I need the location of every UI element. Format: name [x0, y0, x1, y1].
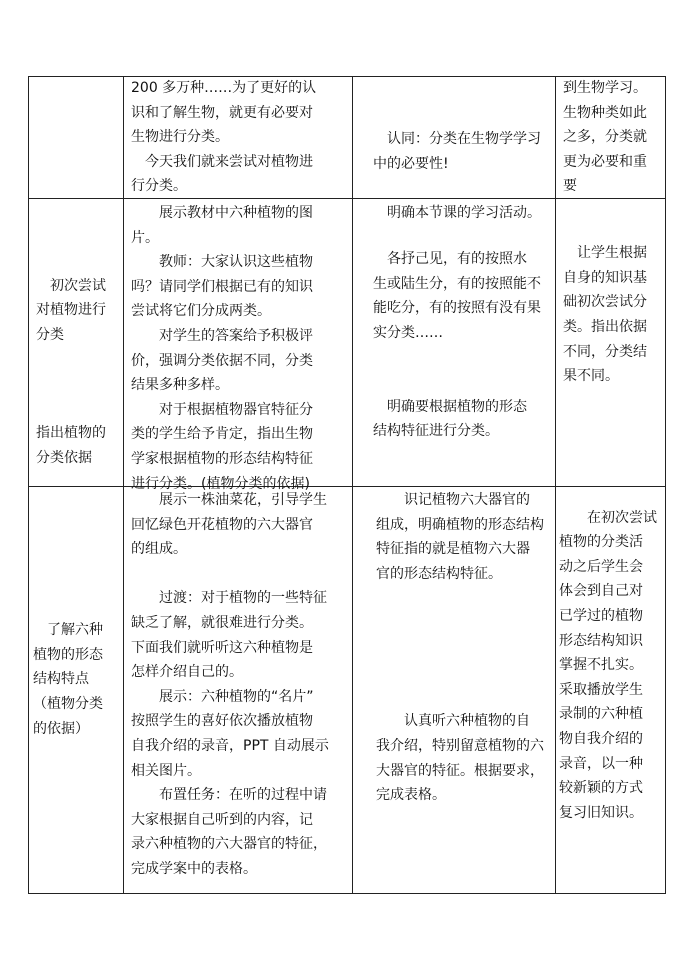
text-line: [36, 372, 106, 397]
text-line: 展示一株油菜花，引导学生: [131, 492, 327, 508]
text-line: 明确要根据植物的形态: [373, 398, 527, 415]
text-line: 认真听六种植物的自: [376, 713, 530, 730]
text-line: 我介绍，特别留意植物的六: [376, 737, 544, 754]
text-line: [376, 586, 544, 611]
text-line: [376, 636, 544, 661]
text-line: 录制的六种植: [559, 706, 643, 723]
text-line: 自身的知识基: [563, 269, 647, 286]
text-line: 录六种植物的六大器官的特征，: [131, 836, 327, 853]
text-line: 结构特点: [33, 671, 89, 688]
lesson-plan-table: [28, 76, 666, 894]
text-line: 缺乏了解，就很难进行分类。: [131, 614, 313, 631]
text-line: 初次尝试: [36, 277, 106, 294]
row3-stage: [33, 446, 103, 741]
text-line: [373, 370, 541, 395]
text-line: [563, 217, 647, 242]
text-line: 复习旧知识。: [559, 804, 643, 821]
text-line: 不同，分类结: [563, 343, 647, 360]
text-line: 让学生根据: [563, 245, 647, 262]
text-line: 对植物进行: [36, 302, 106, 319]
text-line: 完成表格。: [376, 787, 446, 804]
text-line: 的组成。: [131, 541, 187, 558]
text-line: 完成学案中的表格。: [131, 860, 257, 877]
text-line: [373, 103, 541, 128]
text-line: 识和了解生物，就更有必要对: [131, 104, 313, 121]
text-line: [33, 495, 103, 520]
text-line: 回忆绿色开花植物的六大器官: [131, 516, 313, 533]
text-line: 吗？请同学们根据已有的知识: [131, 278, 313, 295]
text-line: 已学过的植物: [559, 607, 643, 624]
text-line: 分类依据: [36, 449, 92, 466]
text-line: 础初次尝试分: [563, 294, 647, 311]
text-line: [376, 660, 544, 685]
text-line: 之多，分类就: [563, 129, 647, 146]
text-line: 生物进行分类。: [131, 129, 229, 146]
text-line: 对于根据植物器官特征分: [131, 401, 313, 418]
text-line: 果不同。: [563, 368, 619, 385]
text-line: [33, 544, 103, 569]
row1-design-intent: [563, 76, 647, 199]
text-line: 教师：大家认识这些植物: [131, 254, 313, 271]
text-line: 了解六种: [33, 622, 103, 639]
text-line: 学家根据植物的形态结构特征: [131, 450, 313, 467]
text-line: 形态结构知识: [559, 632, 643, 649]
text-line: 更为必要和重: [563, 153, 647, 170]
text-line: [373, 78, 541, 103]
text-line: [36, 200, 106, 225]
text-line: 片。: [131, 229, 159, 246]
text-line: 要: [563, 178, 577, 195]
text-line: 展示：六种植物的“名片”: [131, 688, 314, 705]
text-line: 在初次尝试: [559, 509, 657, 526]
text-line: [36, 249, 106, 274]
text-line: 生物种类如此: [563, 104, 647, 121]
row1-teacher-activity: [131, 76, 316, 199]
text-line: [373, 346, 541, 371]
text-line: 类。指出依据: [563, 318, 647, 335]
text-line: 类的学生给予肯定，指出生物: [131, 426, 313, 443]
text-line: 实分类……: [373, 324, 443, 341]
text-line: [373, 198, 541, 223]
text-line: 自我介绍的录音，PPT 自动展示: [131, 737, 329, 754]
text-line: 大器官的特征。根据要求，: [376, 762, 544, 779]
text-line: 的依据）: [33, 720, 89, 737]
text-line: 进行分类。(植物分类的依据): [131, 475, 310, 492]
text-line: 展示教材中六种植物的图: [131, 205, 313, 221]
text-line: 掌握不扎实。: [559, 657, 643, 674]
text-line: 今天我们就来尝试对植物进: [131, 153, 313, 170]
text-line: 中的必要性!: [373, 155, 449, 172]
text-line: 行分类。: [131, 178, 187, 195]
text-line: 较新颖的方式: [559, 780, 643, 797]
row3-student-activity: [376, 488, 544, 808]
text-line: [33, 594, 103, 619]
row2-student-activity: [373, 198, 541, 444]
text-line: 认同：分类在生物学学习: [373, 131, 541, 148]
text-line: 组成，明确植物的形态结构: [376, 516, 544, 533]
text-line: [33, 446, 103, 471]
row3-teacher-activity: [131, 488, 329, 882]
text-line: 对学生的答案给予积极评: [131, 327, 313, 344]
text-line: 采取播放学生: [559, 681, 643, 698]
text-line: 大家根据自己听到的内容，记: [131, 811, 313, 828]
row2-stage: [36, 200, 106, 471]
text-line: 动之后学生会: [559, 558, 643, 575]
text-line: 生或陆生分，有的按照能不: [373, 275, 541, 292]
text-line: 结果多种多样。: [131, 377, 229, 394]
text-line: [376, 611, 544, 636]
text-line: [563, 192, 647, 217]
text-line: [131, 562, 329, 587]
text-line: 官的形态结构特征。: [376, 565, 502, 582]
text-line: 200 多万种……为了更好的认: [131, 80, 317, 96]
text-line: [36, 397, 106, 422]
text-line: 过渡：对于植物的一些特征: [131, 590, 327, 607]
row3-design-intent: [559, 481, 657, 825]
text-line: 尝试将它们分成两类。: [131, 303, 271, 320]
text-line: [33, 520, 103, 545]
text-line: 结构特征进行分类。: [373, 423, 499, 440]
text-line: 按照学生的喜好依次播放植物: [131, 713, 313, 730]
text-line: [373, 223, 541, 248]
text-line: [376, 685, 544, 710]
text-line: [36, 225, 106, 250]
text-line: 到生物学习。: [563, 80, 647, 96]
text-line: [559, 481, 657, 506]
text-line: 明确本节课的学习活动。: [373, 204, 541, 221]
text-line: 下面我们就听听这六种植物是: [131, 639, 313, 656]
text-line: 能吃分，有的按照有没有果: [373, 300, 541, 317]
text-line: 植物的形态: [33, 646, 103, 663]
text-line: 物自我介绍的: [559, 730, 643, 747]
row2-design-intent: [563, 192, 647, 389]
text-line: （植物分类: [33, 695, 103, 712]
text-line: 怎样介绍自己的。: [131, 664, 243, 681]
row2-teacher-activity: [131, 201, 313, 496]
text-line: 特征指的就是植物六大器: [376, 541, 530, 558]
text-line: 录音，以一种: [559, 755, 643, 772]
text-line: 植物的分类活: [559, 534, 643, 551]
text-line: 识记植物六大器官的: [376, 492, 530, 508]
text-line: [33, 471, 103, 496]
text-line: 分类: [36, 326, 64, 343]
text-line: 体会到自己对: [559, 583, 643, 600]
text-line: [36, 348, 106, 373]
text-line: 指出植物的: [36, 425, 106, 442]
text-line: 相关图片。: [131, 762, 201, 779]
text-line: [33, 569, 103, 594]
row-divider: [28, 893, 666, 894]
text-line: 价，强调分类依据不同，分类: [131, 352, 313, 369]
text-line: 各抒己见，有的按照水: [373, 251, 527, 268]
text-line: 布置任务：在听的过程中请: [131, 787, 327, 804]
